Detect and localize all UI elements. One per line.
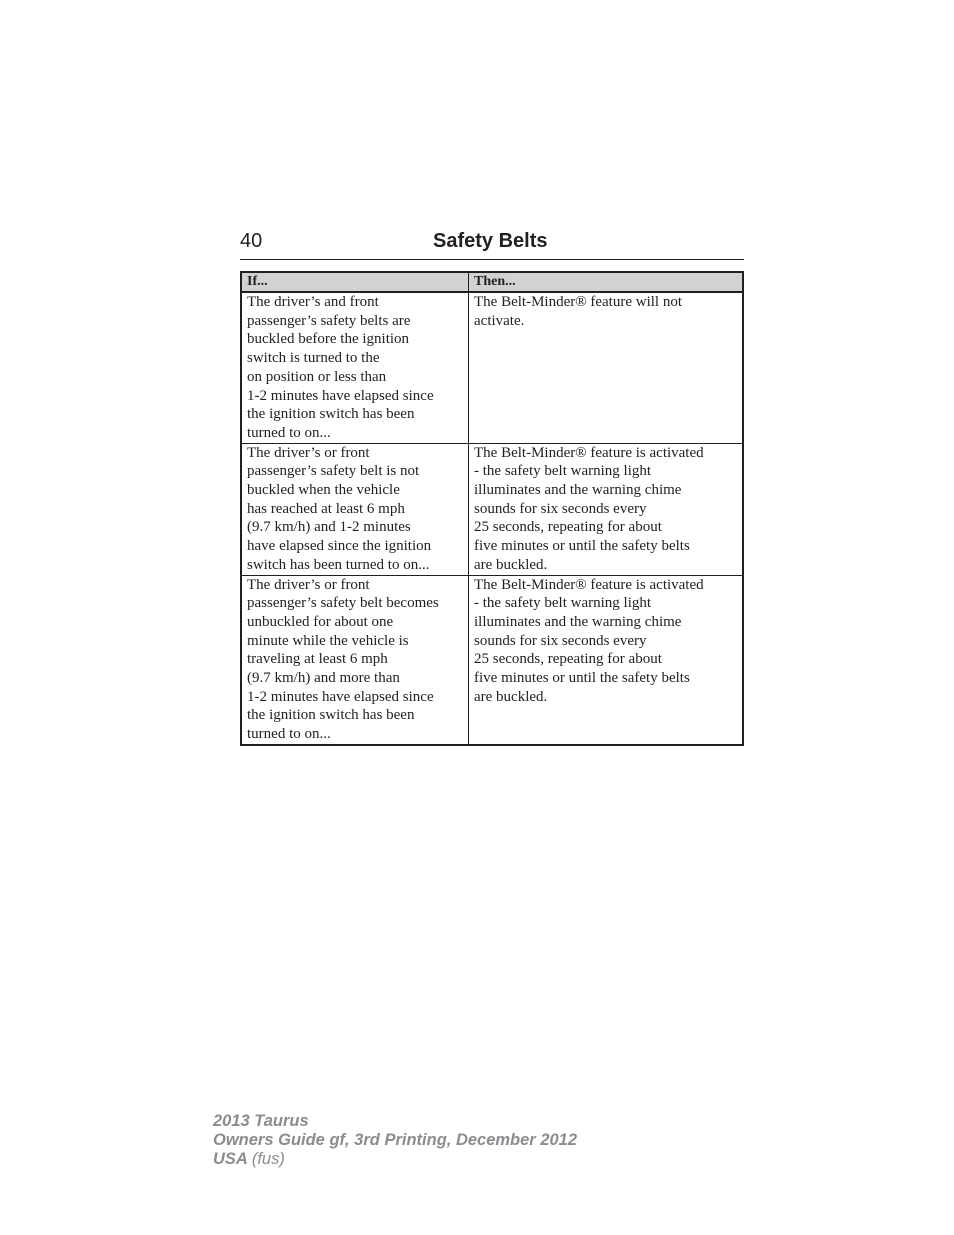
result-text: The Belt-Minder® feature is activated - the safety belt warning light illuminates and the warning chime sounds for six seconds every 25 seconds, repeating for about five minutes or until the safety belts are buckled. [474, 576, 704, 705]
footer-region-code: (fus) [251, 1150, 285, 1168]
condition-text: The driver’s or front passenger’s safety belt becomes unbuckled for about one minute while the vehicle is traveling at least 6 mph (9.7 km/h) and more than 1-2 minutes have elapsed since the ignition switch has been turned to on... [247, 576, 439, 743]
page-header [240, 228, 744, 258]
header-divider [240, 259, 744, 260]
section-title: Safety Belts [433, 230, 548, 252]
table-cell-then [469, 575, 744, 745]
table-cell-if [241, 575, 469, 745]
footer-edition: Owners Guide gf, 3rd Printing, December 2012 [213, 1131, 578, 1149]
footer-region: USA [213, 1150, 248, 1168]
column-header-then: Then... [469, 272, 744, 292]
table-row [241, 443, 743, 575]
column-header-if: If... [241, 272, 469, 292]
table-header-row [241, 272, 743, 292]
table-cell-then [469, 292, 744, 443]
table-cell-if [241, 292, 469, 443]
table-row [241, 575, 743, 745]
table-row [241, 292, 743, 443]
page-number: 40 [240, 230, 263, 252]
footer-market [213, 1150, 577, 1169]
result-text: The Belt-Minder® feature will not activate. [474, 294, 683, 329]
table-cell-if [241, 443, 469, 575]
condition-text: The driver’s or front passenger’s safety belt is not buckled when the vehicle has reached at least 6 mph (9.7 km/h) and 1-2 minutes have elapsed since the ignition switch has been turned to on... [247, 444, 432, 573]
footer-model: 2013 Taurus [213, 1112, 309, 1130]
belt-minder-table [240, 271, 744, 746]
result-text: The Belt-Minder® feature is activated - the safety belt warning light illuminates and the warning chime sounds for six seconds every 25 seconds, repeating for about five minutes or until the safety belts are buckled. [474, 444, 704, 573]
table-cell-then [469, 443, 744, 575]
condition-text: The driver’s and front passenger’s safety belts are buckled before the ignition switch is turned to the on position or less than 1-2 minutes have elapsed since the ignition switch has been turned to on... [247, 294, 434, 441]
document-footer [213, 1112, 577, 1169]
